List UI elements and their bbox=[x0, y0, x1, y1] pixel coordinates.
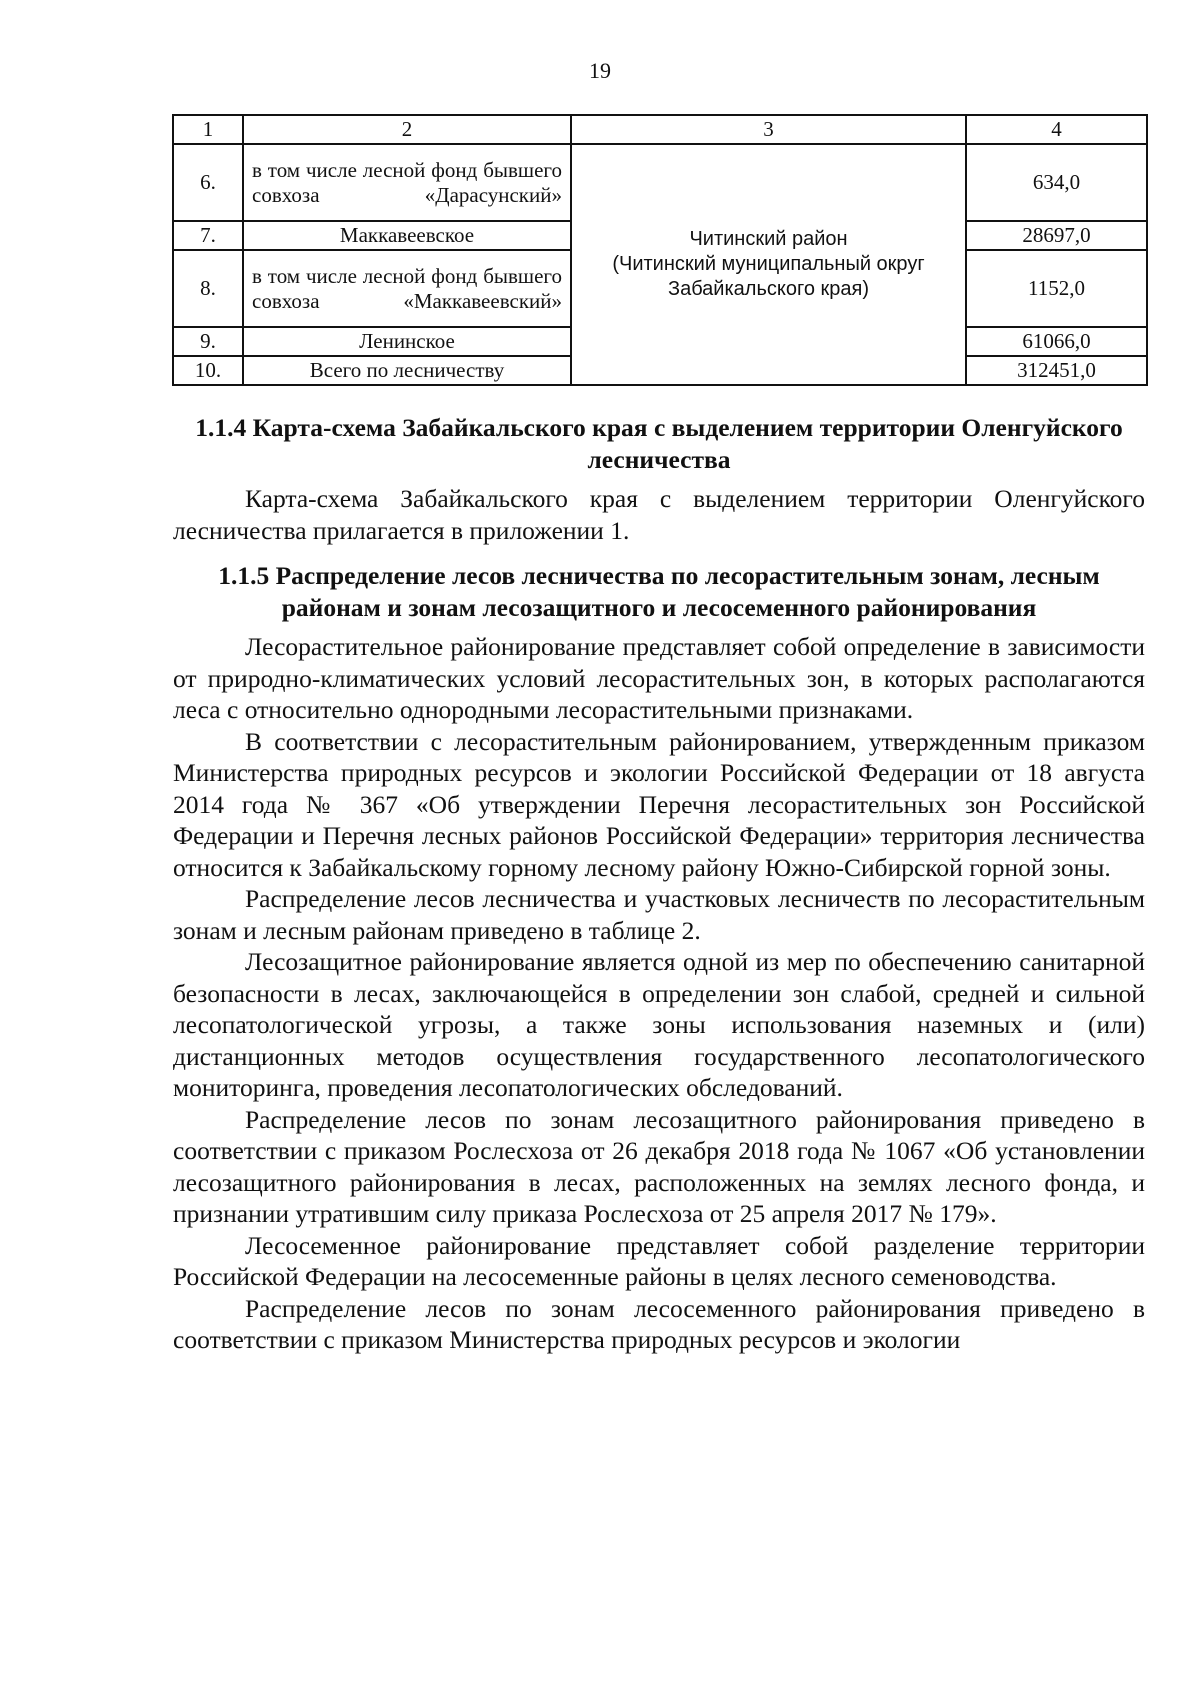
row-name: Всего по лесничеству bbox=[243, 356, 571, 385]
row-number: 8. bbox=[173, 250, 243, 327]
paragraph: Распределение лесов лесничества и участковых лесничеств по лесорастительным зонам и лесным районам приведено в таблице 2. bbox=[173, 884, 1145, 945]
paragraph: Карта-схема Забайкальского края с выделением территории Оленгуйского лесничества прилагается в приложении 1. bbox=[173, 484, 1145, 545]
row-number: 6. bbox=[173, 144, 243, 221]
paragraph: В соответствии с лесорастительным районированием, утвержденным приказом Министерства природных ресурсов и экологии Российской Федерации от 18 августа 2014 года № 367 «Об утверждении Перечня лесорастительных зон Российской Федерации и Перечня лесных районов Российской Федерации» территория лесничества относится к Забайкальскому горному лесному району Южно-Сибирской горной зоны. bbox=[173, 726, 1145, 882]
paragraph: Распределение лесов по зонам лесосеменного районирования приведено в соответствии с приказом Министерства природных ресурсов и экологии bbox=[173, 1293, 1145, 1354]
forestry-area-table bbox=[172, 114, 1148, 386]
row-name: Ленинское bbox=[243, 327, 571, 356]
district-line: (Читинский муниципальный округ bbox=[612, 253, 925, 275]
district-line: Забайкальского края) bbox=[667, 278, 869, 300]
row-number: 7. bbox=[173, 221, 243, 250]
table-row bbox=[173, 144, 1147, 221]
row-name: в том числе лесной фонд бывшего совхоза «Маккавеевский» bbox=[243, 250, 571, 327]
row-area: 312451,0 bbox=[966, 356, 1147, 385]
header-cell: 3 bbox=[571, 115, 966, 144]
document-body bbox=[173, 412, 1145, 1356]
paragraph: Распределение лесов по зонам лесозащитного районирования приведено в соответствии с приказом Рослесхоза от 26 декабря 2018 года № 1067 «Об установлении лесозащитного районирования в лесах, расположенных на землях лесного фонда, и признании утратившим силу приказа Рослесхоза от 25 апреля 2017 № 179». bbox=[173, 1104, 1145, 1228]
district-line: Читинский район bbox=[689, 228, 848, 250]
row-area: 634,0 bbox=[966, 144, 1147, 221]
row-area: 1152,0 bbox=[966, 250, 1147, 327]
row-number: 9. bbox=[173, 327, 243, 356]
section-heading: 1.1.4 Карта-схема Забайкальского края с выделением территории Оленгуйского лесничества bbox=[195, 413, 1123, 474]
row-area: 28697,0 bbox=[966, 221, 1147, 250]
row-name: в том числе лесной фонд бывшего совхоза «Дарасунский» bbox=[243, 144, 571, 221]
row-number: 10. bbox=[173, 356, 243, 385]
section-heading: 1.1.5 Распределение лесов лесничества по лесорастительным зонам, лесным районам и зонам лесозащитного и лесосеменного районирования bbox=[218, 561, 1100, 622]
paragraph: Лесорастительное районирование представляет собой определение в зависимости от природно-климатических условий лесорастительных зон, в которых располагаются леса с относительно однородными лесорастительными признаками. bbox=[173, 632, 1145, 724]
paragraph: Лесозащитное районирование является одной из мер по обеспечению санитарной безопасности в лесах, заключающейся в определении зон слабой, средней и сильной лесопатологической угрозы, а также зоны использования наземных и (или) дистанционных методов осуществления государственного лесопатологического мониторинга, проведения лесопатологических обследований. bbox=[173, 947, 1145, 1102]
header-cell: 1 bbox=[173, 115, 243, 144]
page-number: 19 bbox=[589, 58, 611, 83]
row-name: Маккавеевское bbox=[243, 221, 571, 250]
paragraph: Лесосеменное районирование представляет собой разделение территории Российской Федерации на лесосеменные районы в целях лесного семеноводства. bbox=[173, 1230, 1145, 1291]
row-area: 61066,0 bbox=[966, 327, 1147, 356]
table-header-row bbox=[173, 115, 1147, 144]
header-cell: 2 bbox=[243, 115, 571, 144]
district-cell bbox=[571, 144, 966, 385]
header-cell: 4 bbox=[966, 115, 1147, 144]
